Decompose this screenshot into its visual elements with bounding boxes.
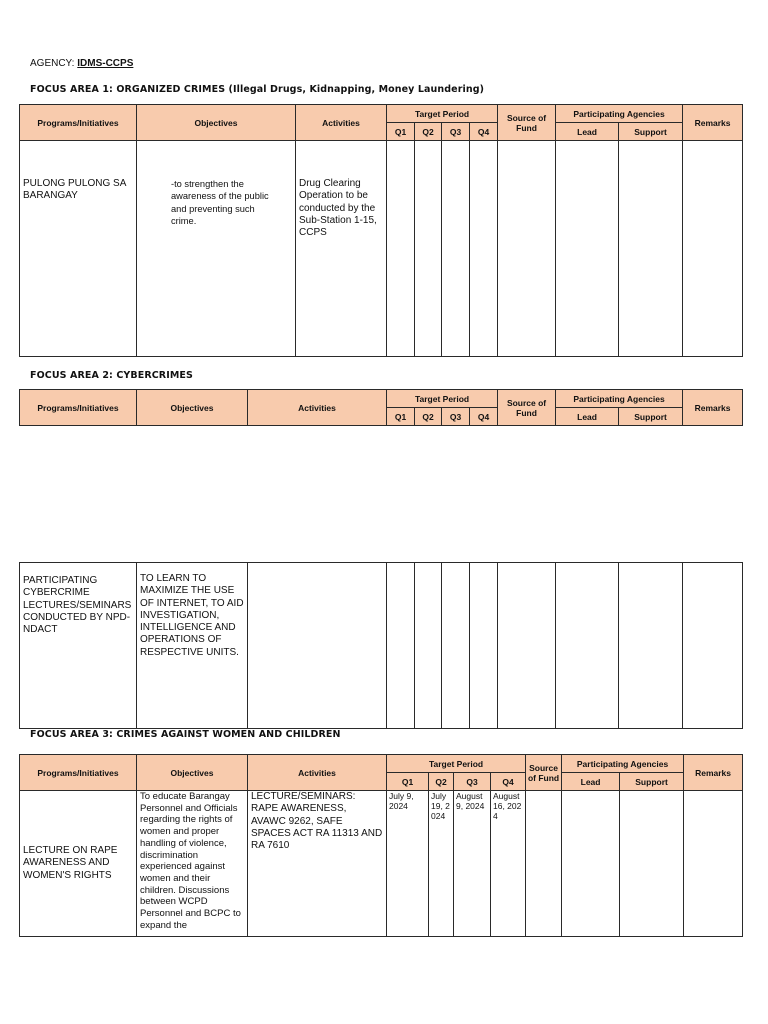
agency-label: AGENCY: (30, 58, 75, 69)
source-of-fund-cell (498, 563, 556, 729)
lead-cell (556, 563, 619, 729)
program-cell: PARTICIPATING CYBERCRIME LECTURES/SEMINARS CONDUCTED BY NPD-NDACT (20, 563, 137, 729)
table-row (20, 563, 743, 729)
activity-cell (248, 563, 387, 729)
header-support: Support (619, 123, 683, 141)
q2-cell (415, 563, 442, 729)
header-remarks: Remarks (683, 105, 743, 141)
q3-cell: August 9, 2024 (454, 791, 491, 937)
header-activities: Activities (296, 105, 387, 141)
table-row (20, 791, 743, 937)
objective-cell: To educate Barangay Personnel and Officials regarding the rights of women and proper handling of violence, discrimination experienced against women and their children. Discussions between WCPD Personnel and BCPC to expand the (137, 791, 248, 937)
header-source-of-fund: Source of Fund (498, 105, 556, 141)
header-support: Support (619, 408, 683, 426)
header-q3: Q3 (442, 123, 470, 141)
header-remarks: Remarks (683, 390, 743, 426)
header-source-of-fund: Source of Fund (498, 390, 556, 426)
focus-area-2-title: FOCUS AREA 2: CYBERCRIMES (30, 370, 193, 381)
header-remarks: Remarks (684, 755, 743, 791)
q4-cell: August 16, 2024 (491, 791, 526, 937)
header-participating-agencies: Participating Agencies (562, 755, 684, 773)
header-participating-agencies: Participating Agencies (556, 105, 683, 123)
remarks-cell (683, 141, 743, 357)
header-objectives: Objectives (137, 390, 248, 426)
header-q2: Q2 (429, 773, 454, 791)
header-q4: Q4 (491, 773, 526, 791)
header-programs: Programs/Initiatives (20, 105, 137, 141)
header-q1: Q1 (387, 123, 415, 141)
focus-area-1-title: FOCUS AREA 1: ORGANIZED CRIMES (Illegal Drugs, Kidnapping, Money Laundering) (30, 84, 485, 95)
program-cell: PULONG PULONG SA BARANGAY (20, 141, 137, 357)
header-participating-agencies: Participating Agencies (556, 390, 683, 408)
header-q3: Q3 (454, 773, 491, 791)
table-row (20, 141, 743, 357)
header-support: Support (620, 773, 684, 791)
header-q2: Q2 (415, 123, 442, 141)
header-objectives: Objectives (137, 755, 248, 791)
q2-cell (415, 141, 442, 357)
support-cell (619, 563, 683, 729)
program-cell: LECTURE ON RAPE AWARENESS AND WOMEN'S RIGHTS (20, 791, 137, 937)
header-objectives: Objectives (137, 105, 296, 141)
header-q2: Q2 (415, 408, 442, 426)
support-cell (619, 141, 683, 357)
header-programs: Programs/Initiatives (20, 755, 137, 791)
header-q3: Q3 (442, 408, 470, 426)
q1-cell: July 9, 2024 (387, 791, 429, 937)
activity-cell: Drug Clearing Operation to be conducted by the Sub-Station 1-15, CCPS (296, 141, 387, 357)
q1-cell (387, 141, 415, 357)
agency-value: IDMS-CCPS (77, 58, 134, 69)
header-target-period: Target Period (387, 390, 498, 408)
remarks-cell (684, 791, 743, 937)
focus-area-2-body-table (19, 562, 743, 729)
q4-cell (470, 141, 498, 357)
header-lead: Lead (562, 773, 620, 791)
header-q4: Q4 (470, 123, 498, 141)
header-q1: Q1 (387, 408, 415, 426)
focus-area-3-table (19, 754, 743, 937)
header-source-of-fund: Source of Fund (526, 755, 562, 791)
source-of-fund-cell (526, 791, 562, 937)
header-target-period: Target Period (387, 755, 526, 773)
header-lead: Lead (556, 408, 619, 426)
header-target-period: Target Period (387, 105, 498, 123)
q3-cell (442, 141, 470, 357)
objective-cell: TO LEARN TO MAXIMIZE THE USE OF INTERNET, TO AID INVESTIGATION, INTELLIGENCE AND OPERATIONS OF RESPECTIVE UNITS. (137, 563, 248, 729)
remarks-cell (683, 563, 743, 729)
lead-cell (562, 791, 620, 937)
header-q4: Q4 (470, 408, 498, 426)
q1-cell (387, 563, 415, 729)
q2-cell: July 19, 2024 (429, 791, 454, 937)
activity-cell: LECTURE/SEMINARS: RAPE AWARENESS, AVAWC 9262, SAFE SPACES ACT RA 11313 AND RA 7610 (248, 791, 387, 937)
focus-area-2-header-table (19, 389, 743, 426)
header-q1: Q1 (387, 773, 429, 791)
header-programs: Programs/Initiatives (20, 390, 137, 426)
objective-cell: -to strengthen the awareness of the public and preventing such crime. (137, 141, 296, 357)
source-of-fund-cell (498, 141, 556, 357)
header-activities: Activities (248, 755, 387, 791)
q4-cell (470, 563, 498, 729)
header-lead: Lead (556, 123, 619, 141)
lead-cell (556, 141, 619, 357)
support-cell (620, 791, 684, 937)
agency-line (30, 58, 133, 69)
focus-area-1-table (19, 104, 743, 357)
header-activities: Activities (248, 390, 387, 426)
q3-cell (442, 563, 470, 729)
focus-area-3-title: FOCUS AREA 3: CRIMES AGAINST WOMEN AND CHILDREN (30, 729, 341, 740)
